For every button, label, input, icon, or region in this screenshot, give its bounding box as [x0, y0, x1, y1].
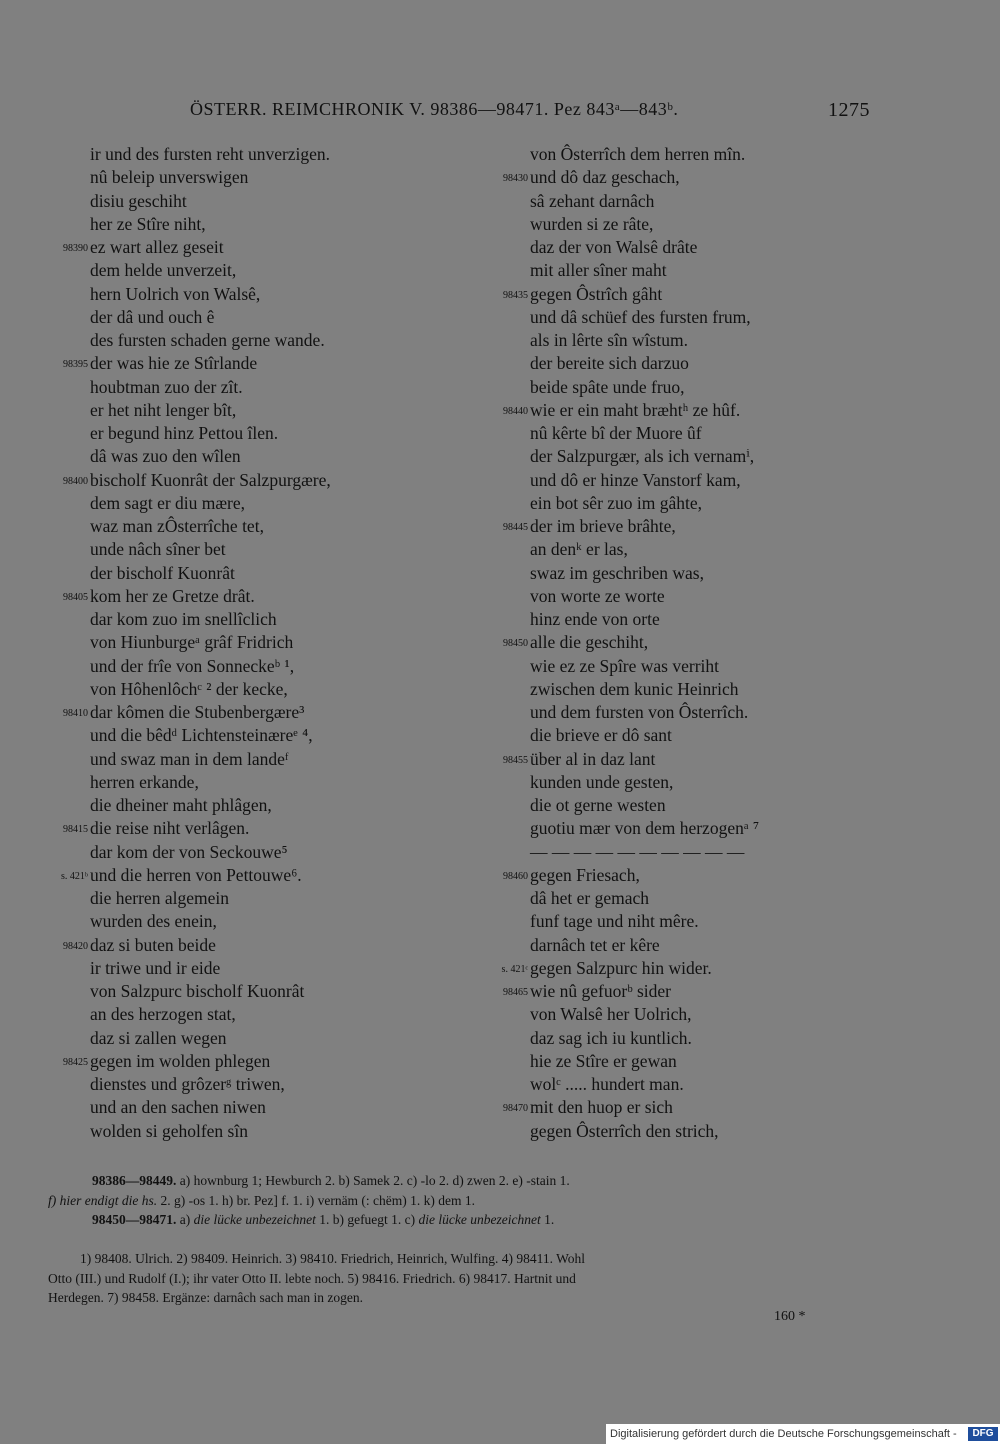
- footnote-line-2: Otto (III.) und Rudolf (I.); ihr vater Otto II. lebte noch. 5) 98416. Friedrich. 6) 98417. Hartnit und: [48, 1270, 576, 1286]
- verse-text: wie ez ze Spîre was verriht: [530, 655, 720, 676]
- verse-text: beide spâte unde fruo,: [530, 376, 685, 397]
- verse-text: dar kom der von Seckouwe⁵: [90, 841, 288, 862]
- line-number: 98395: [63, 359, 88, 371]
- verse-line: [30, 980, 460, 1003]
- verse-line: [30, 538, 460, 561]
- verse-text: darnâch tet er kêre: [530, 934, 660, 955]
- verse-text: dar kom zuo im snellîclich: [90, 609, 277, 629]
- verse-text: dem helde unverzeit,: [90, 260, 237, 281]
- verse-text: gegen im wolden phlegen: [90, 1050, 271, 1071]
- verse-text: der was hie ze Stîrlande: [90, 353, 258, 374]
- verse-text: wurden si ze râte,: [530, 213, 654, 234]
- verse-text: dâ was zuo den wîlen: [90, 446, 241, 467]
- verse-text: ein bot sêr zuo im gâhte,: [530, 492, 703, 513]
- verse-line: [470, 910, 870, 933]
- verse-text: hern Uolrich von Walsê,: [90, 283, 261, 304]
- verse-text: mit den huop er sich: [530, 1097, 673, 1118]
- verse-text: der Salzpurgær, als ich vernamⁱ,: [530, 446, 755, 467]
- verse-line: [30, 748, 460, 771]
- verse-line: [470, 794, 870, 817]
- verse-text: alle die geschiht,: [530, 632, 649, 653]
- apparatus-line-3: 98450—98471. a) die lücke unbezeichnet 1. b) gefuegt 1. c) die lücke unbezeichnet 1.: [92, 1212, 555, 1227]
- verse-line: [30, 1027, 460, 1050]
- verse-line: [30, 701, 460, 724]
- verse-text: über al in daz lant: [530, 748, 656, 769]
- verse-text: gegen Salzpurc hin wider.: [530, 957, 712, 978]
- verse-text: dar kômen die Stubenbergære³: [90, 702, 305, 722]
- line-number: s. 421ᵇ: [61, 870, 88, 882]
- signature-mark: 160 *: [774, 1309, 806, 1324]
- verse-text: mit aller sîner maht: [530, 260, 667, 281]
- verse-line: [470, 957, 870, 980]
- verse-text: funf tage und niht mêre.: [530, 911, 699, 932]
- verse-line: [470, 422, 870, 445]
- verse-line: [30, 399, 460, 422]
- verse-text: dâ het er gemach: [530, 888, 650, 908]
- verse-text: und dâ schüef des fursten frum,: [530, 306, 751, 327]
- verse-text: unde nâch sîner bet: [90, 539, 226, 560]
- verse-line: [30, 724, 460, 747]
- verse-text: ir und des fursten reht unverzigen.: [90, 144, 331, 164]
- verse-text: die ot gerne westen: [530, 795, 666, 815]
- verse-text: guotiu mær von dem herzogenᵃ ⁷: [530, 818, 760, 839]
- dfg-funding-bar: [606, 1424, 1000, 1444]
- apparatus-line-2: f) hier endigt die hs. 2. g) -os 1. h) br. Pez] f. 1. i) vernäm (: chëm) 1. k) dem 1.: [48, 1192, 476, 1208]
- verse-line: [30, 376, 460, 399]
- verse-line: [30, 957, 460, 980]
- verse-text: gegen Ôstrîch gâht: [530, 283, 663, 304]
- verse-line: [30, 259, 460, 282]
- verse-text: hie ze Stîre er gewan: [530, 1050, 677, 1071]
- line-number: 98420: [63, 940, 88, 952]
- verse-line: [470, 213, 870, 236]
- line-number: 98390: [63, 243, 88, 254]
- verse-text: daz der von Walsê drâte: [530, 237, 698, 257]
- verse-line: [30, 608, 460, 631]
- verse-text: gegen Friesach,: [530, 864, 640, 885]
- verse-line: [470, 631, 870, 654]
- line-number: 98455: [503, 754, 528, 766]
- verse-text: nû beleip unverswigen: [90, 167, 249, 188]
- verse-text: der dâ und ouch ê: [90, 306, 215, 327]
- verse-line: [470, 143, 870, 166]
- verse-line: [470, 701, 870, 724]
- verse-line: [30, 469, 460, 492]
- verse-line: [470, 376, 870, 399]
- verse-line: [470, 1050, 870, 1073]
- verse-line: [30, 515, 460, 538]
- line-number: 98435: [503, 289, 528, 301]
- verse-line: [30, 1073, 460, 1096]
- footnote-line-3: Herdegen. 7) 98458. Ergänze: darnâch sach man in zogen.: [48, 1290, 364, 1305]
- verse-text: und swaz man in dem landeᶠ: [90, 748, 289, 769]
- verse-text: und der frîe von Sonneckeᵇ ¹,: [90, 655, 295, 676]
- verse-line: [470, 352, 870, 375]
- verse-text: und dô daz geschach,: [530, 167, 680, 188]
- verse-text: zwischen dem kunic Heinrich: [530, 678, 739, 699]
- verse-text: disiu geschiht: [90, 190, 187, 211]
- verse-text: nû kêrte bî der Muore ûf: [530, 423, 702, 443]
- verse-line: [30, 1050, 460, 1073]
- verse-text: — — — — — — — — — —: [530, 841, 745, 862]
- verse-text: hinz ende von orte: [530, 609, 660, 629]
- verse-text: ez wart allez geseit: [90, 237, 224, 257]
- verse-text: der bischolf Kuonrât: [90, 562, 235, 583]
- verse-line: [30, 213, 460, 236]
- verse-text: sâ zehant darnâch: [530, 190, 655, 211]
- verse-line: [470, 655, 870, 678]
- verse-text: und dô er hinze Vanstorf kam,: [530, 469, 741, 490]
- verse-line: [470, 236, 870, 259]
- verse-text: daz si zallen wegen: [90, 1027, 227, 1048]
- verse-line: [470, 1120, 870, 1143]
- verse-line: [470, 678, 870, 701]
- verse-line: [30, 794, 460, 817]
- verse-text: und die bêdᵈ Lichtensteinæreᵉ ⁴,: [90, 725, 313, 746]
- verse-line: [30, 631, 460, 654]
- verse-text: bischolf Kuonrât der Salzpurgære,: [90, 469, 331, 490]
- verse-text: kunden unde gesten,: [530, 771, 674, 792]
- verse-text: des fursten schaden gerne wande.: [90, 330, 325, 350]
- verse-line: [470, 492, 870, 515]
- verse-text: houbtman zuo der zît.: [90, 376, 243, 397]
- verse-text: dienstes und grôzerᵍ triwen,: [90, 1074, 285, 1094]
- verse-line: [470, 980, 870, 1003]
- verse-line: [30, 422, 460, 445]
- verse-text: wolᶜ ..... hundert man.: [530, 1074, 684, 1094]
- verse-line: [470, 608, 870, 631]
- verse-line: [470, 864, 870, 887]
- verse-line: [30, 143, 460, 166]
- verse-line: [30, 236, 460, 259]
- verse-line: [30, 166, 460, 189]
- verse-text: von Hôhenlôchᶜ ² der kecke,: [90, 678, 288, 699]
- verse-line: [30, 910, 460, 933]
- verse-line: [30, 841, 460, 864]
- verse-text: und an den sachen niwen: [90, 1097, 266, 1118]
- verse-line: [30, 678, 460, 701]
- verse-text: er het niht lenger bît,: [90, 399, 237, 420]
- verse-text: her ze Stîre niht,: [90, 213, 206, 234]
- verse-text: an des herzogen stat,: [90, 1004, 236, 1025]
- verse-text: und die herren von Pettouwe⁶.: [90, 864, 302, 885]
- verse-line: [30, 306, 460, 329]
- line-number: 98440: [503, 405, 528, 417]
- verse-text: ir triwe und ir eide: [90, 957, 221, 978]
- verse-line: [30, 190, 460, 213]
- verse-line: [470, 771, 870, 794]
- line-number: 98470: [503, 1103, 528, 1115]
- verse-line: [30, 887, 460, 910]
- verse-line: [470, 934, 870, 957]
- verse-line: [30, 445, 460, 468]
- verse-text: von Hiunburgeᵃ grâf Fridrich: [90, 632, 294, 653]
- verse-line: [470, 399, 870, 422]
- verse-line: [30, 934, 460, 957]
- verse-line: [30, 585, 460, 608]
- verse-line: [30, 771, 460, 794]
- left-verse-column: [30, 143, 460, 1143]
- verse-line: [470, 841, 870, 864]
- critical-apparatus: [48, 1171, 868, 1230]
- verse-line: [470, 445, 870, 468]
- line-number: 98460: [503, 870, 528, 882]
- verse-line: [470, 887, 870, 910]
- verse-text: die brieve er dô sant: [530, 725, 672, 746]
- line-number: 98425: [63, 1056, 88, 1068]
- verse-line: [470, 817, 870, 840]
- verse-line: [30, 817, 460, 840]
- verse-text: an denᵏ er las,: [530, 539, 628, 560]
- verse-line: [30, 1003, 460, 1026]
- verse-text: wurden des enein,: [90, 911, 217, 932]
- apparatus-line-1: 98386—98449. a) hownburg 1; Hewburch 2. b) Samek 2. c) -lo 2. d) zwen 2. e) -stain 1.: [92, 1173, 570, 1188]
- verse-text: gegen Ôsterrîch den strich,: [530, 1120, 719, 1141]
- verse-line: [470, 166, 870, 189]
- header-title: ÖSTERR. REIMCHRONIK V. 98386—98471. Pez 843ᵃ—843ᵇ.: [190, 99, 679, 119]
- verse-line: [470, 306, 870, 329]
- verse-text: wie nû gefuorᵇ sider: [530, 981, 671, 1001]
- dfg-logo[interactable]: DFG: [968, 1427, 998, 1441]
- verse-text: und dem fursten von Ôsterrîch.: [530, 702, 749, 722]
- verse-line: [470, 1027, 870, 1050]
- verse-text: der bereite sich darzuo: [530, 353, 689, 374]
- verse-line: [30, 1120, 460, 1143]
- verse-line: [470, 283, 870, 306]
- verse-text: von Walsê her Uolrich,: [530, 1004, 692, 1025]
- verse-text: die dheiner maht phlâgen,: [90, 795, 272, 815]
- line-number: 98415: [63, 824, 88, 836]
- verse-line: [30, 562, 460, 585]
- verse-text: herren erkande,: [90, 771, 199, 792]
- line-number: 98465: [503, 987, 528, 998]
- line-number: 98445: [503, 522, 528, 533]
- verse-line: [470, 724, 870, 747]
- verse-line: [470, 748, 870, 771]
- line-number: s. 421ᶜ: [501, 963, 528, 975]
- verse-text: von worte ze worte: [530, 585, 665, 606]
- verse-line: [470, 259, 870, 282]
- verse-line: [30, 352, 460, 375]
- verse-line: [30, 283, 460, 306]
- verse-text: daz si buten beide: [90, 934, 216, 955]
- verse-line: [470, 1096, 870, 1119]
- verse-text: die herren algemein: [90, 888, 229, 908]
- verse-line: [30, 864, 460, 887]
- verse-line: [470, 329, 870, 352]
- verse-line: [470, 538, 870, 561]
- verse-line: [30, 329, 460, 352]
- line-number: 98410: [63, 708, 88, 719]
- verse-text: die reise niht verlâgen.: [90, 818, 250, 839]
- verse-line: [470, 515, 870, 538]
- verse-text: kom her ze Gretze drât.: [90, 585, 255, 606]
- verse-line: [470, 190, 870, 213]
- verse-text: von Salzpurc bischolf Kuonrât: [90, 981, 305, 1001]
- verse-text: von Ôsterrîch dem herren mîn.: [530, 144, 746, 164]
- page-number: 1275: [828, 99, 870, 121]
- line-number: 98450: [503, 638, 528, 650]
- verse-text: als in lêrte sîn wîstum.: [530, 330, 688, 350]
- verse-line: [30, 492, 460, 515]
- verse-line: [470, 469, 870, 492]
- verse-text: daz sag ich iu kuntlich.: [530, 1027, 692, 1048]
- verse-text: der im brieve brâhte,: [530, 516, 676, 536]
- verse-line: [470, 1003, 870, 1026]
- verse-text: waz man zÔsterrîche tet,: [90, 516, 264, 536]
- line-number: 98400: [63, 475, 88, 487]
- verse-line: [470, 562, 870, 585]
- footnotes: [48, 1249, 868, 1308]
- right-verse-column: [470, 143, 870, 1143]
- line-number: 98430: [503, 173, 528, 185]
- verse-text: dem sagt er diu mære,: [90, 492, 246, 513]
- verse-line: [470, 1073, 870, 1096]
- line-number: 98405: [63, 591, 88, 603]
- verse-line: [30, 655, 460, 678]
- dfg-funding-text: Digitalisierung gefördert durch die Deutsche Forschungsgemeinschaft -: [610, 1428, 957, 1440]
- running-header: [190, 99, 870, 125]
- verse-line: [470, 585, 870, 608]
- verse-text: swaz im geschriben was,: [530, 562, 704, 583]
- verse-line: [30, 1096, 460, 1119]
- footnote-line-1: 1) 98408. Ulrich. 2) 98409. Heinrich. 3) 98410. Friedrich, Heinrich, Wulfing. 4) 98411. Wohl: [80, 1251, 586, 1266]
- verse-text: wie er ein maht bræhtʰ ze hûf.: [530, 399, 741, 420]
- verse-text: wolden si geholfen sîn: [90, 1120, 248, 1141]
- verse-text: er begund hinz Pettou îlen.: [90, 423, 279, 443]
